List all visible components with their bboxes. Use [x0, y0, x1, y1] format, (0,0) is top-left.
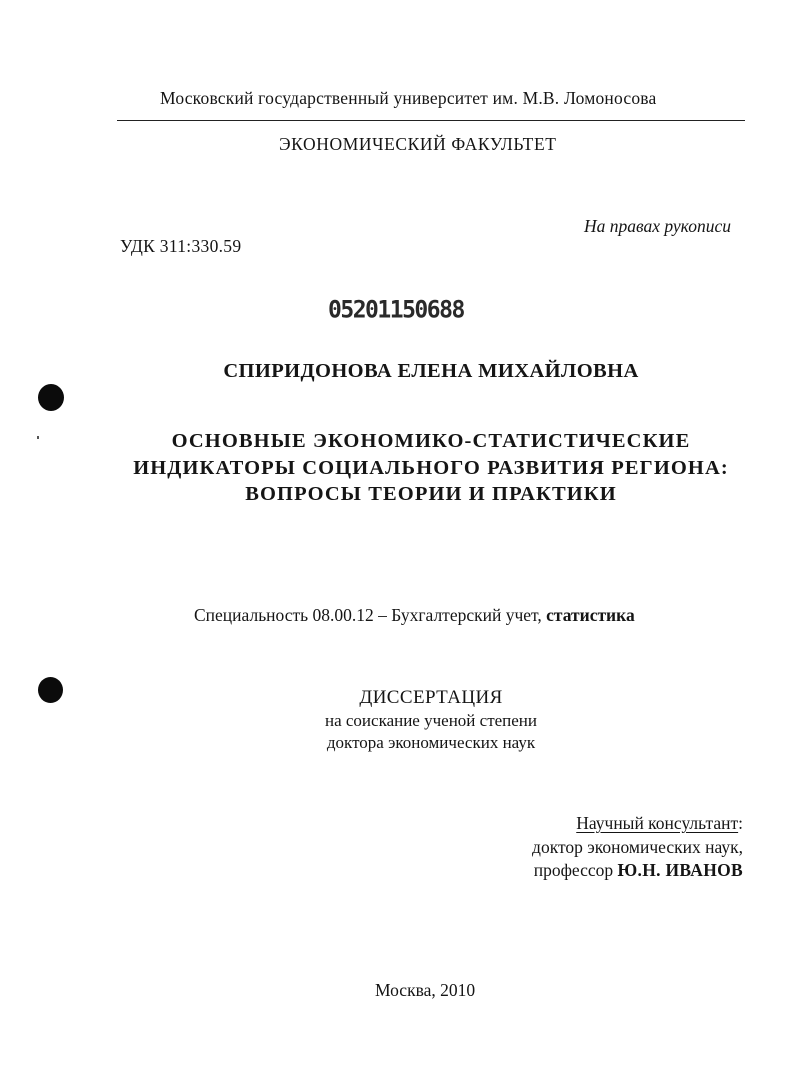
- degree-block: [0, 686, 797, 754]
- faculty-name: ЭКОНОМИЧЕСКИЙ ФАКУЛЬТЕТ: [279, 134, 557, 154]
- adviser-label-line: [532, 812, 743, 836]
- city-year: Москва, 2010: [375, 980, 476, 1000]
- adviser-name-line: [532, 859, 743, 883]
- archive-stamp-number: 05201150688: [328, 296, 464, 324]
- specialty-text: Специальность 08.00.12 – Бухгалтерский учет,: [194, 605, 547, 625]
- adviser-rank: профессор: [533, 860, 618, 880]
- title-line-3: ВОПРОСЫ ТЕОРИИ И ПРАКТИКИ: [245, 483, 617, 505]
- punch-hole-bottom: [38, 677, 63, 703]
- dissertation-title: [0, 428, 797, 508]
- author-name: СПИРИДОНОВА ЕЛЕНА МИХАЙЛОВНА: [223, 360, 639, 382]
- adviser-name: Ю.Н. ИВАНОВ: [617, 860, 743, 880]
- specialty-line: [194, 605, 635, 626]
- university-name: Московский государственный университет им. М.В. Ломоносова: [160, 88, 657, 108]
- specialty-emphasis: статистика: [546, 605, 635, 625]
- degree-line-2: доктора экономических наук: [326, 733, 536, 752]
- punch-hole-top: [38, 384, 64, 411]
- adviser-label: Научный консультант: [576, 813, 739, 833]
- title-line-1: ОСНОВНЫЕ ЭКОНОМИКО-СТАТИСТИЧЕСКИЕ: [171, 430, 691, 452]
- scan-speck: [37, 436, 39, 439]
- dissertation-heading: ДИССЕРТАЦИЯ: [359, 687, 503, 708]
- title-line-2: ИНДИКАТОРЫ СОЦИАЛЬНОГО РАЗВИТИЯ РЕГИОНА:: [133, 456, 729, 479]
- udc-code: УДК 311:330.59: [120, 236, 242, 256]
- header-divider: [117, 120, 745, 121]
- adviser-degree: доктор экономических наук,: [532, 836, 743, 857]
- degree-line-1: на соискание ученой степени: [324, 711, 538, 730]
- manuscript-note: На правах рукописи: [584, 216, 731, 236]
- adviser-block: [532, 812, 743, 883]
- adviser-colon: :: [738, 813, 743, 833]
